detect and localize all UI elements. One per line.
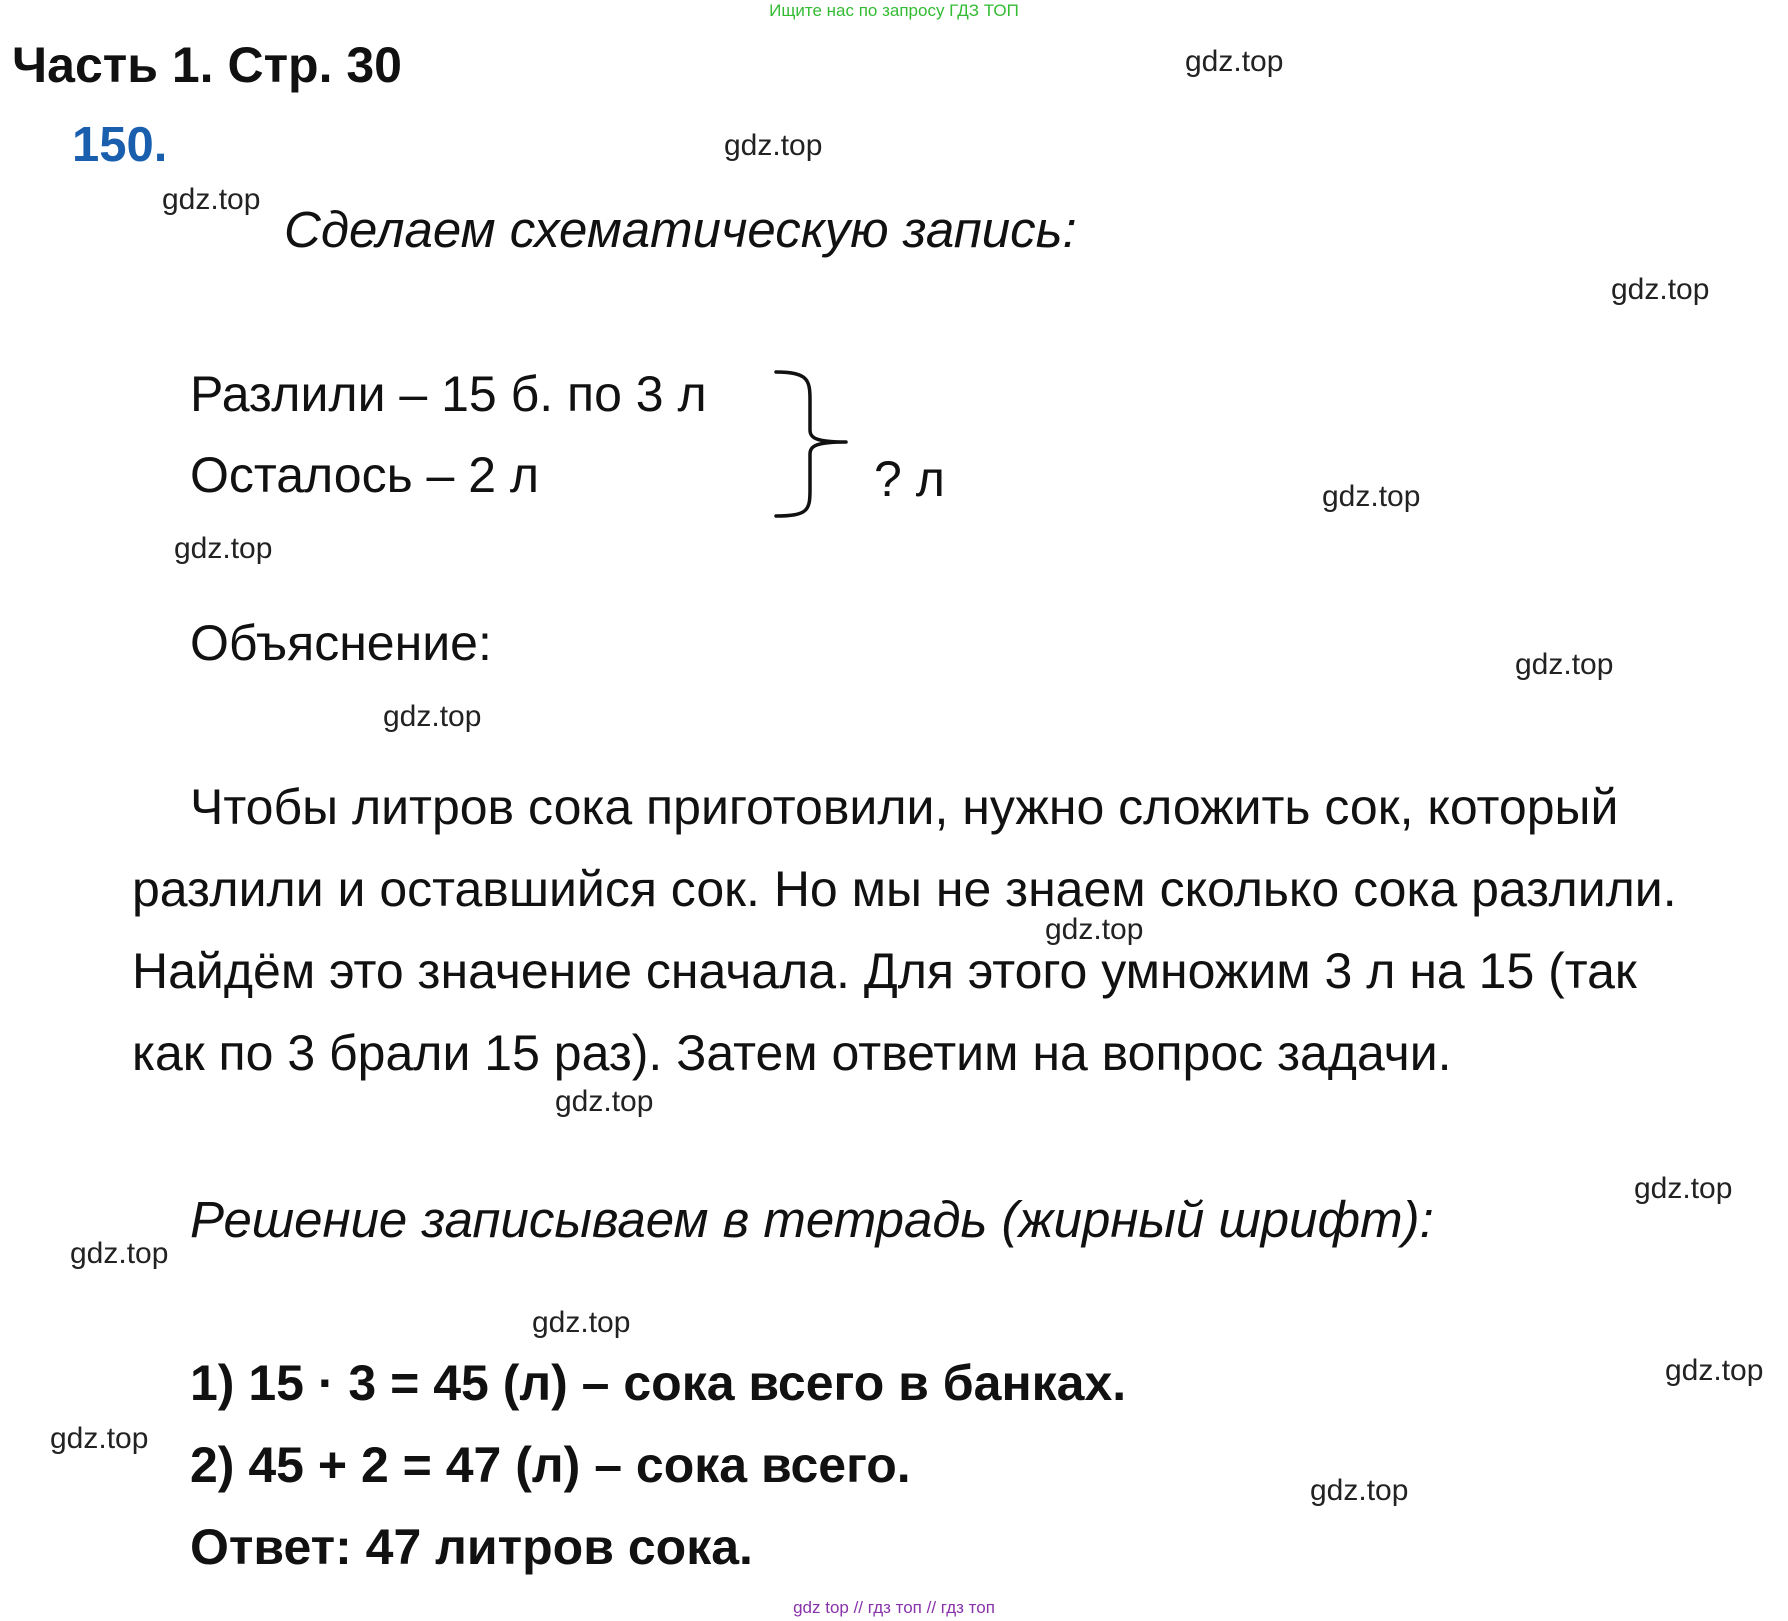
watermark: gdz.top	[50, 1422, 149, 1455]
solution-heading: Решение записываем в тетрадь (жирный шрифт):	[190, 1191, 1434, 1248]
watermark: gdz.top	[1310, 1474, 1409, 1507]
task-number: 150.	[72, 118, 168, 172]
explanation-line: как по 3 брали 15 раз). Затем ответим на вопрос задачи.	[132, 1025, 1452, 1081]
scheme-line-2: Осталось – 2 л	[190, 447, 540, 503]
part-title: Часть 1. Стр. 30	[12, 37, 402, 93]
watermark: gdz.top	[70, 1237, 169, 1270]
watermark: gdz.top	[724, 129, 823, 162]
watermark: gdz.top	[1045, 913, 1144, 946]
explanation-line: разлили и оставшийся сок. Но мы не знаем сколько сока разлили.	[132, 861, 1677, 917]
top-banner: Ищите нас по запросу ГДЗ ТОП	[769, 1, 1019, 20]
scheme-question: ? л	[874, 451, 945, 507]
watermark: gdz.top	[1322, 480, 1421, 513]
explanation-line: Найдём это значение сначала. Для этого умножим 3 л на 15 (так	[132, 943, 1637, 999]
explanation-heading: Объяснение:	[190, 615, 492, 671]
watermark: gdz.top	[555, 1085, 654, 1118]
footer-links: gdz top // гдз топ // гдз топ	[793, 1598, 995, 1617]
scheme-line-1: Разлили – 15 б. по 3 л	[190, 366, 707, 422]
watermark: gdz.top	[1515, 648, 1614, 681]
scheme-heading: Сделаем схематическую запись:	[284, 201, 1077, 258]
watermark: gdz.top	[1665, 1354, 1764, 1387]
watermark: gdz.top	[162, 183, 261, 216]
solution-answer: Ответ: 47 литров сока.	[190, 1519, 753, 1575]
watermark: gdz.top	[1185, 45, 1284, 78]
watermark: gdz.top	[1611, 273, 1710, 306]
watermark: gdz.top	[532, 1306, 631, 1339]
solution-step-1: 1) 15 · 3 = 45 (л) – сока всего в банках.	[190, 1355, 1127, 1411]
solution-step-2: 2) 45 + 2 = 47 (л) – сока всего.	[190, 1437, 911, 1493]
watermark: gdz.top	[1634, 1172, 1733, 1205]
watermark: gdz.top	[383, 700, 482, 733]
explanation-line: Чтобы литров сока приготовили, нужно сложить сок, который	[190, 779, 1619, 835]
watermark: gdz.top	[174, 532, 273, 565]
curly-brace-icon	[770, 370, 850, 520]
